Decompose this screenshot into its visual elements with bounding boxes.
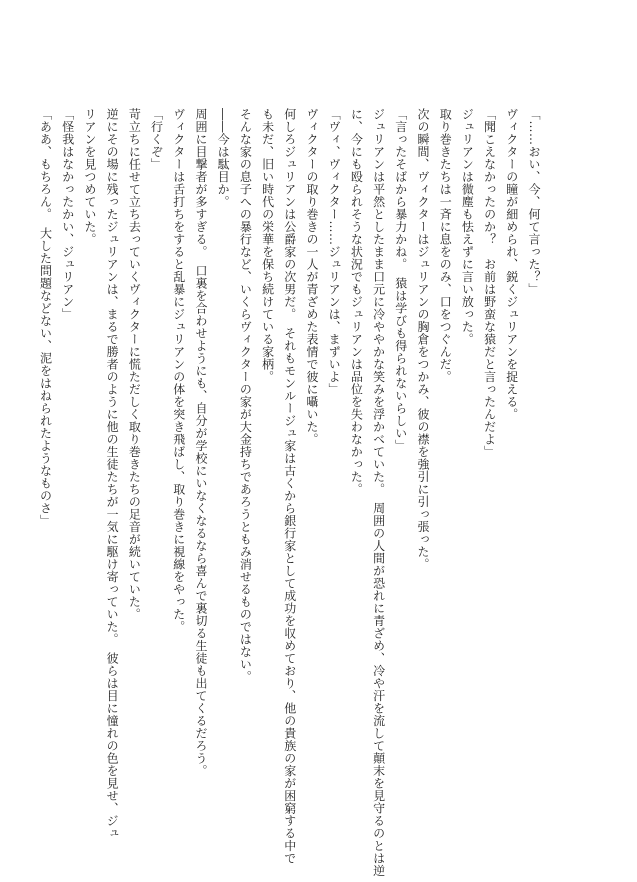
- text-line: ヴィクターは舌打ちをすると乱暴にジュリアンの体を突き飛ばし、取り巻きに視線をやった。: [171, 108, 186, 633]
- text-line: 「……おい、今、何て言った？」: [527, 108, 541, 296]
- text-line: 次の瞬間、ヴィクターはジュリアンの胸倉をつかみ、彼の襟を強引に引っ張った。: [415, 108, 430, 571]
- text-line: ――今は駄目か。: [216, 108, 231, 208]
- text-line: 「行くぞ」: [149, 108, 164, 171]
- text-line: 「怪我はなかったかい、ジュリアン」: [60, 108, 75, 321]
- text-line: 取り巻きたちは一斉に息をのみ、口をつぐんだ。: [438, 108, 453, 383]
- text-line: そんな家の息子への暴行など、いくらヴィクターの家が大金持ちであろうともみ消せるものではない。: [238, 108, 253, 683]
- text-line: 「言ったそばから暴力かね。 猿は学びも得られないらしい」: [393, 108, 408, 452]
- text-line: ジュリアンは微塵も怯えずに言い放った。: [460, 108, 475, 346]
- text-line: ヴィクターの取り巻きの一人が青ざめた表情で彼に囁いた。: [304, 108, 319, 446]
- vertical-text-body: [34, 108, 545, 877]
- text-line: リアンを見つめていた。: [82, 108, 97, 246]
- text-line: 逆にその場に残ったジュリアンは、まるで勝者のように他の生徒たちが一気に駆け寄っていた。 彼らは目に憧れの色を見せ、ジュ: [105, 108, 120, 840]
- text-line: に、今にも殴られそうな状況でもジュリアンは品位を失わなかった。: [349, 108, 364, 496]
- text-line: 苛立ちに任せて立ち去っていくヴィクターに慌ただしく取り巻きたちの足音が続いていた。: [127, 108, 142, 621]
- text-line: 周囲に目撃者が多すぎる。 口裏を合わせようにも、自分が学校にいなくなるなら喜んで裏切る生徒も出てくるだろう。: [193, 108, 208, 777]
- text-line: も未だ、旧い時代の栄華を保ち続けている家柄。: [260, 108, 275, 383]
- text-line: 「ヴィ、ヴィクター……ジュリアンは、まずいよ」: [327, 108, 342, 396]
- text-line: ヴィクターの瞳が細められ、鋭くジュリアンを捉える。: [504, 108, 519, 421]
- text-line: 何しろジュリアンは公爵家の次男だ。 それもモンルージュ家は古くから銀行家として成功を収めており、他の貴族の家が困窮する中で: [282, 108, 297, 865]
- text-line: 「聞こえなかったのか？ お前は野蛮な猿だと言ったんだよ」: [482, 108, 497, 458]
- text-line: ジュリアンは平然としたまま口元に冷ややかな笑みを浮かべていた。 周囲の人間が恐れに青ざめ、冷や汗を流して顛末を見守るのとは逆: [371, 108, 386, 877]
- text-line: 「ああ、もちろん。 大した問題などない、泥をはねられたようなものさ」: [38, 108, 53, 527]
